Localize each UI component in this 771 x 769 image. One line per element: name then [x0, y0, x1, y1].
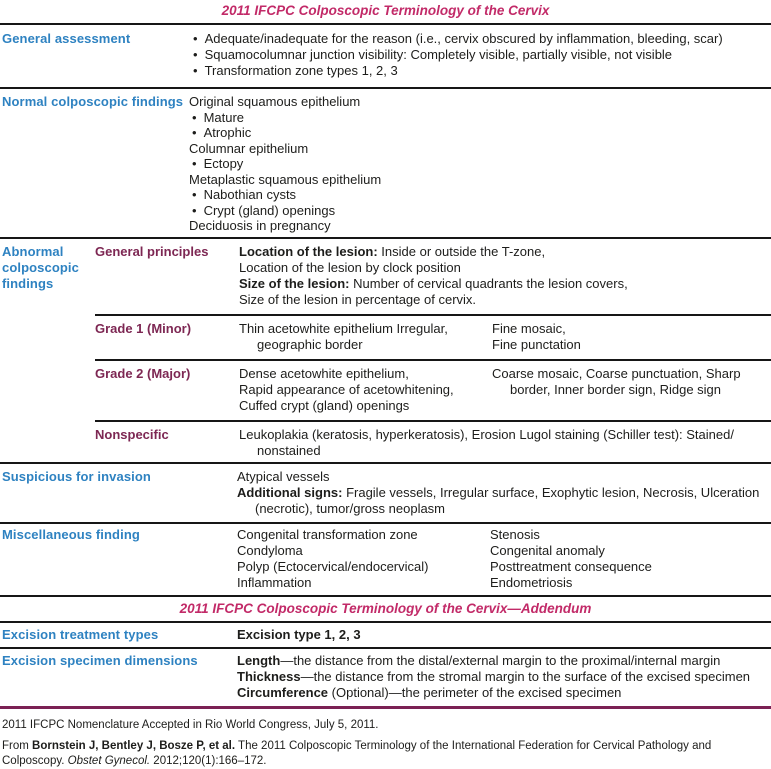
bullet-item: • Ectopy — [189, 156, 767, 172]
row-general-assessment — [0, 25, 771, 87]
subsection-label-grade-1: Grade 1 (Minor) — [95, 320, 192, 336]
source-prefix: From — [2, 739, 33, 752]
list-item: Metaplastic squamous epithelium — [189, 171, 382, 187]
text-line: Condyloma — [237, 542, 303, 558]
bold-lead: Excision type 1, 2, 3 — [237, 626, 361, 642]
grade-1-col2 — [490, 321, 771, 353]
bullet-item: • Nabothian cysts — [189, 187, 767, 203]
bold-lead: Size of the lesion: — [239, 275, 350, 291]
grade-2-col2 — [490, 366, 771, 414]
text-line: Fine mosaic, — [492, 320, 566, 336]
section-label-abnormal-findings: Abnormal colposcopic findings — [2, 243, 79, 291]
text-line — [237, 627, 767, 643]
text-line: (necrotic), tumor/gross neoplasm — [255, 500, 446, 516]
row-normal-findings — [0, 87, 771, 237]
row-excision-types — [0, 621, 771, 647]
subsection-label-nonspecific: Nonspecific — [95, 426, 169, 442]
text-line: Fine punctation — [492, 336, 581, 352]
text-line: Coarse mosaic, Coarse punctuation, Sharp — [492, 365, 741, 381]
general-assessment-content — [187, 31, 771, 79]
bold-lead: Circumference — [237, 684, 329, 700]
list-item: Deciduosis in pregnancy — [189, 218, 331, 233]
text-line: Polyp (Ectocervical/endocervical) — [237, 558, 429, 574]
text-line: nonstained — [257, 442, 321, 458]
miscellaneous-col2 — [488, 527, 771, 591]
source-tail: 2012;120(1):166–172. — [150, 754, 267, 767]
text-line — [239, 244, 767, 260]
text-line: border, Inner border sign, Ridge sign — [510, 381, 722, 397]
line-rest: —the distance from the stromal margin to the surface of the excised specimen — [300, 668, 751, 684]
source-mid: The 2011 Colposcopic Terminology of the International Federation for Cervical Pathology and Colposcopy. — [2, 739, 712, 767]
section-label-suspicious: Suspicious for invasion — [2, 468, 151, 484]
text-line: Endometriosis — [490, 574, 573, 590]
section-label-excision-types: Excision treatment types — [2, 626, 159, 642]
section-label-miscellaneous: Miscellaneous finding — [2, 526, 140, 542]
bullet-item: • Atrophic — [189, 125, 767, 141]
bold-lead: Thickness — [237, 668, 301, 684]
row-miscellaneous — [0, 522, 771, 595]
nonspecific-content — [237, 427, 771, 459]
bullet-item: • Squamocolumnar junction visibility: Completely visible, partially visible, not visible — [190, 47, 767, 63]
grade-2-col1 — [237, 366, 490, 414]
text-line: Atypical vessels — [237, 468, 330, 484]
subrow-grade-2 — [95, 359, 771, 420]
section-label-excision-dimensions: Excision specimen dimensions — [2, 652, 198, 668]
text-line: Size of the lesion in percentage of cervix. — [239, 291, 477, 307]
text-line — [237, 653, 767, 669]
text-line: Congenital transformation zone — [237, 526, 418, 542]
excision-dimensions-content — [235, 653, 771, 701]
line-rest: Number of cervical quadrants the lesion covers, — [349, 275, 628, 291]
miscellaneous-col1 — [235, 527, 488, 591]
text-line — [237, 685, 767, 701]
excision-types-content — [235, 627, 771, 643]
text-line: Leukoplakia (keratosis, hyperkeratosis), Erosion Lugol staining (Schiller test): Stained/ — [239, 426, 734, 442]
bullet-item: • Crypt (gland) openings — [189, 203, 767, 219]
bullet-item: • Adequate/inadequate for the reason (i.e., cervix obscured by inflammation, bleeding, scar) — [190, 31, 767, 47]
text-line: Congenital anomaly — [490, 542, 605, 558]
bold-lead: Additional signs: — [237, 484, 343, 500]
text-line: Dense acetowhite epithelium, — [239, 365, 409, 381]
section-label-general-assessment: General assessment — [2, 31, 131, 46]
addendum-title: 2011 IFCPC Colposcopic Terminology of the Cervix—Addendum — [0, 595, 771, 621]
table-title: 2011 IFCPC Colposcopic Terminology of the Cervix — [0, 0, 771, 25]
bold-lead: Length — [237, 652, 281, 668]
text-line: Thin acetowhite epithelium Irregular, — [239, 320, 448, 336]
grade-1-col1 — [237, 321, 490, 353]
text-line: Location of the lesion by clock position — [239, 259, 461, 275]
text-line: Rapid appearance of acetowhitening, — [239, 381, 454, 397]
list-item: Original squamous epithelium — [189, 94, 361, 109]
line-rest: —the distance from the distal/external margin to the proximal/internal margin — [280, 652, 721, 668]
line-rest: (Optional)—the perimeter of the excised specimen — [328, 684, 622, 700]
footnote-source — [0, 732, 771, 769]
text-line: Cuffed crypt (gland) openings — [239, 397, 410, 413]
grade-2-content — [237, 366, 771, 414]
subrow-grade-1 — [95, 314, 771, 359]
normal-findings-content — [187, 94, 771, 234]
section-label-normal-findings: Normal colposcopic findings — [2, 94, 184, 109]
subrow-nonspecific — [95, 420, 771, 462]
text-line — [239, 276, 767, 292]
text-line — [237, 485, 767, 501]
line-rest: Fragile vessels, Irregular surface, Exophytic lesion, Necrosis, Ulceration — [342, 484, 760, 500]
line-rest: Inside or outside the T-zone, — [377, 243, 546, 259]
row-excision-dimensions — [0, 647, 771, 709]
text-line — [237, 669, 767, 685]
text-line: Posttreatment consequence — [490, 558, 652, 574]
list-item: Columnar epithelium — [189, 140, 309, 156]
source-journal: Obstet Gynecol. — [67, 754, 151, 767]
suspicious-content — [235, 469, 771, 517]
row-abnormal-findings — [0, 237, 771, 462]
bullet-item: • Transformation zone types 1, 2, 3 — [190, 63, 767, 79]
abnormal-subrows — [95, 239, 771, 462]
text-line: Inflammation — [237, 574, 312, 590]
general-principles-content — [237, 244, 771, 308]
row-suspicious — [0, 462, 771, 522]
subrow-general-principles — [95, 239, 771, 314]
subsection-label-general-principles: General principles — [95, 243, 209, 259]
source-authors: Bornstein J, Bentley J, Bosze P, et al. — [32, 739, 236, 752]
text-line: Stenosis — [490, 526, 540, 542]
footnote-acceptance: 2011 IFCPC Nomenclature Accepted in Rio World Congress, July 5, 2011. — [2, 718, 379, 731]
text-line: geographic border — [257, 336, 363, 352]
bold-lead: Location of the lesion: — [239, 243, 378, 259]
grade-1-content — [237, 321, 771, 353]
bullet-item: • Mature — [189, 110, 767, 126]
subsection-label-grade-2: Grade 2 (Major) — [95, 365, 191, 381]
